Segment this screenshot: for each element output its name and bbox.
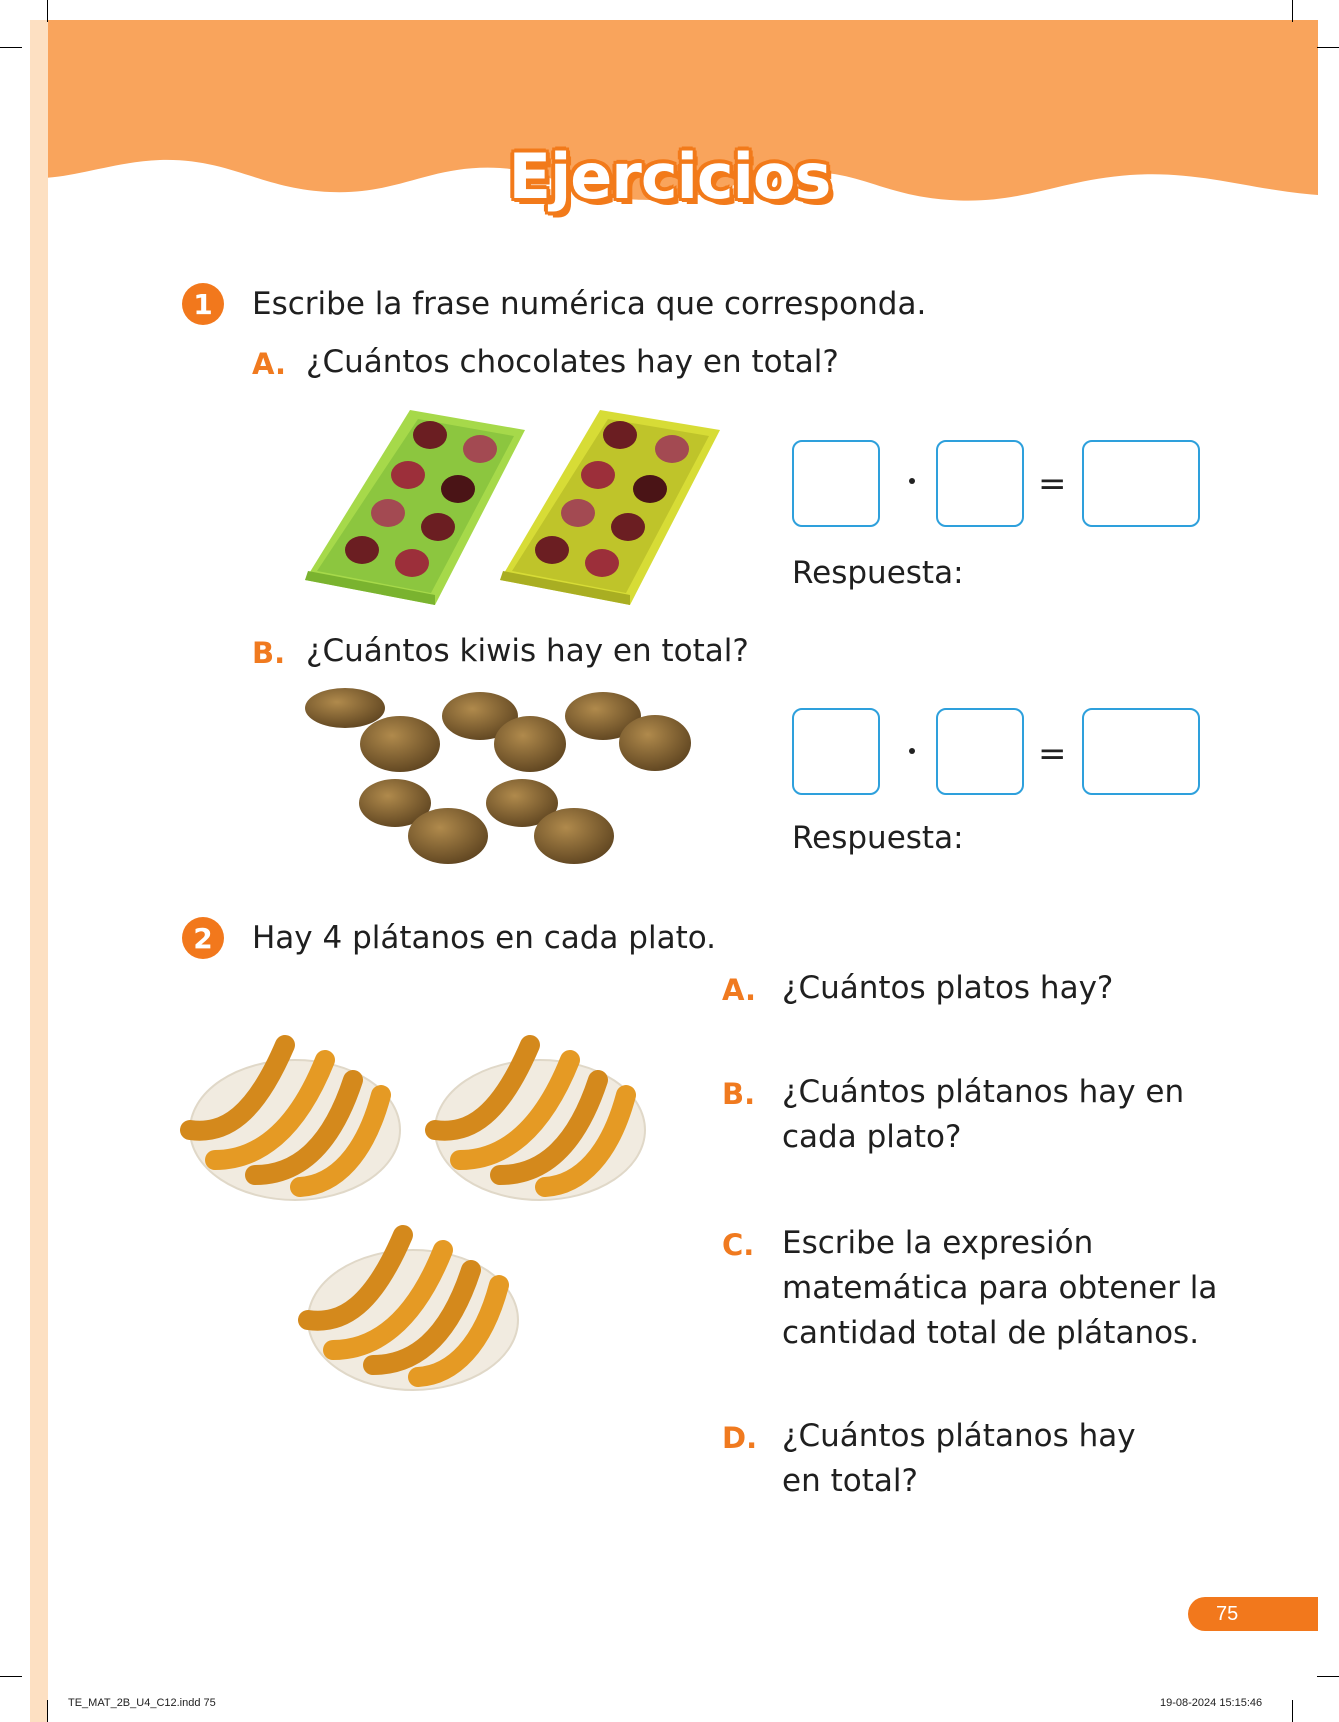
chocolate-boxes-illustration [300,405,730,605]
equals-sign: = [1038,734,1067,774]
crop-mark [1317,1676,1339,1677]
exercise-2d-letter: D. [722,1421,758,1455]
banana-plate [308,1235,518,1390]
crop-mark [1317,47,1339,48]
kiwis-illustration [300,688,700,868]
factor-2-input-b[interactable] [936,708,1024,795]
exercise-1-instruction: Escribe la frase numérica que corresponda. [252,286,927,322]
answer-label-a: Respuesta: [792,555,964,591]
exercise-2a-question: ¿Cuántos platos hay? [782,970,1114,1006]
banana-plates-illustration [185,1025,665,1410]
crop-mark [1292,0,1293,22]
crop-mark [0,47,22,48]
exercise-1b-question: ¿Cuántos kiwis hay en total? [306,633,749,669]
multiplication-dot [909,478,915,484]
page-title: Ejercicios [508,140,831,213]
print-timestamp: 19-08-2024 15:15:46 [1160,1697,1263,1709]
crop-mark [0,1676,22,1677]
exercise-2b-question-line1: ¿Cuántos plátanos hay en [782,1074,1185,1110]
crop-mark [47,0,48,22]
exercise-2d-question-line1: ¿Cuántos plátanos hay [782,1418,1136,1454]
banana-plate [190,1045,400,1200]
crop-mark [1292,1700,1293,1722]
exercise-2-badge: 2 [182,917,224,959]
equals-sign: = [1038,464,1067,504]
factor-2-input-a[interactable] [936,440,1024,527]
crop-mark [47,1700,48,1722]
exercise-2c-question-line3: cantidad total de plátanos. [782,1315,1200,1351]
product-input-a[interactable] [1082,440,1200,527]
exercise-2c-question-line1: Escribe la expresión [782,1225,1094,1261]
product-input-b[interactable] [1082,708,1200,795]
exercise-2d-question-line2: en total? [782,1463,918,1499]
answer-label-b: Respuesta: [792,820,964,856]
file-info: TE_MAT_2B_U4_C12.indd 75 [68,1697,216,1709]
factor-1-input-a[interactable] [792,440,880,527]
exercise-1-badge: 1 [182,283,224,325]
exercise-1a-letter: A. [252,347,286,381]
exercise-2c-question-line2: matemática para obtener la [782,1270,1218,1306]
factor-1-input-b[interactable] [792,708,880,795]
left-margin-strip [30,20,48,1722]
exercise-2b-letter: B. [722,1077,756,1111]
exercise-2b-question-line2: cada plato? [782,1119,962,1155]
exercise-2a-letter: A. [722,973,756,1007]
exercise-2-instruction: Hay 4 plátanos en cada plato. [252,920,717,956]
exercise-2c-letter: C. [722,1228,755,1262]
multiplication-dot [909,748,915,754]
exercise-1a-question: ¿Cuántos chocolates hay en total? [306,344,839,380]
banana-plate [435,1045,645,1200]
header-band [0,0,1339,260]
exercise-1b-letter: B. [252,636,286,670]
page-number: 75 [1188,1597,1318,1631]
